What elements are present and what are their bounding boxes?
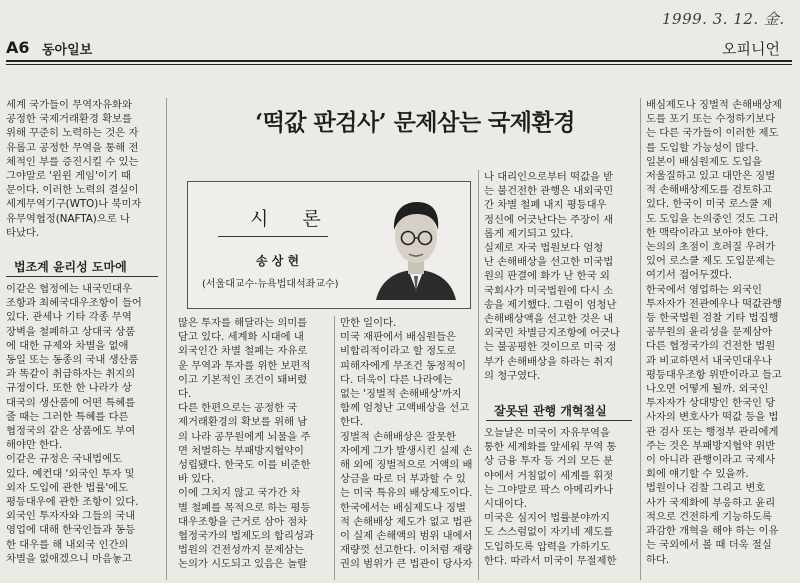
author-affiliation: (서울대교수·뉴욕법대석좌교수): [202, 279, 339, 290]
subhead-1: 법조계 윤리성 도마에: [14, 260, 127, 274]
author-name: 송 상 현: [256, 254, 300, 268]
column-2-body: 많은 투자를 해달라는 의미를 담고 있다. 세계화 시대에 내 외국인간 차별 철폐는 자유로 운 무역과 투자를 위한 보편적 이고 기본적인 조건이 돼버렸 다. 다른 한편으로는 공정한 국 제거래환경의 확보를 위해 남 의 나라 공무원에게 뇌물을 주 면 처벌하는 부패방지협약이 성립됐다. 한국도 이를 비준한 바 있다. 이에 그치지 않고 국가간 차 별 철폐를 목적으로 하는 평등 대우조항을 근거로 삼아 점차 협정국가의 법제도의 합리성과 법원의 건전성까지 문제삼는 논의가 시도되고 있음은 놀랄: [178, 317, 314, 571]
handwritten-date: 1999. 3. 12. 金.: [662, 10, 785, 28]
column-separator: [166, 98, 167, 580]
subhead-2-rule: [486, 420, 632, 421]
masthead: [6, 38, 792, 60]
column-separator: [640, 98, 641, 580]
subhead-1-rule: [6, 276, 158, 277]
column-separator: [334, 316, 335, 580]
column-label: 시 론: [250, 208, 335, 230]
column-4-body: 나 대리인으로부터 떡값을 받 는 불건전한 관행은 내외국민 간 차별 철폐 내지 평등대우 정신에 어긋난다는 주장이 새 롭게 제기되고 있다. 실제로 자국 법원보다 엄청 난 손해배상을 선고한 미국법 원의 판결에 화가 난 한국 외 국회사가 미국법원에 다시 소 송을 제기했다. 그럼이 엄청난 손해배상액을 선고한 것은 내 외국민 차별금지조항에 어긋나 는 불공평한 것이므로 미국 정 부가 손해배상을 하라는 취지 의 청구였다.: [484, 171, 620, 382]
column-1-body: 이같은 협정에는 내국민대우 조항과 최혜국대우조항이 들어 있다. 관세나 기타 각종 무역 장벽을 철폐하고 상대국 상품 에 대한 규제와 차별을 없애 동일 또는 동종의 국내 생산품 과 똑같이 취급하자는 취지의 규정이다. 또한 한 나라가 상 대국의 생산품에 어떤 특혜를 줄 때는 그러한 특혜를 다른 협정국의 같은 상품에도 부여 해야만 한다. 이같은 규정은 국내법에도 있다. 예컨대 '외국인 투자 및 외자 도입에 관한 법률'에도 평등대우에 관한 조항이 있다. 외국인 투자자와 그들의 국내 영업에 대해 한국인들과 동등 한 대우를 해 내외국 인간의 차별을 없애겠으니 마음놓고: [6, 283, 142, 565]
subhead-2: 잘못된 관행 개혁절실: [494, 404, 607, 418]
headline: ‘떡값 판검사’ 문제삼는 국제환경: [255, 109, 575, 136]
column-separator: [478, 170, 479, 580]
author-photo: [371, 190, 461, 300]
masthead-rule: [6, 60, 792, 62]
column-4-body-continued: 오늘날은 미국이 자유무역을 통한 세계화를 앞세워 무역 통 상 금융 투자 등 거의 모든 분 야에서 거침없이 세계를 휘젓 는 그야말로 팍스 아메리카나 시대이다. 미국은 심지어 법률분야까지 도 스스럼없이 자기네 제도를 도입하도록 압력을 가하기도 한다. 따라서 미국이 무절제한: [484, 427, 617, 567]
column-info-box: [187, 181, 471, 309]
column-label-rule: [218, 236, 328, 237]
section-name: 오피니언: [722, 40, 780, 58]
newspaper-name: 동아일보: [42, 43, 93, 58]
masthead-rule-thin: [6, 64, 792, 65]
column-5-body: 배심제도나 징벌적 손해배상제 도를 포기 또는 수정하기보다 는 다른 국가들이 이러한 제도 를 도입할 가능성이 많다. 일본이 배심원제도 도입을 저울질하고 있고 대만은 징벌 적 손해배상제도를 검토하고 있다. 한국이 미국 로스쿨 제 도 도입을 논의중인 것도 그러 한 맥락이라고 보아야 한다. 논의의 초점이 흐려질 우려가 있어 로스쿨 제도 도입문제는 여기서 접어두겠다. 한국에서 영업하는 외국인 투자자가 전관예우나 떡값관행 등 한국법원 검찰 기타 법집행 공무원의 윤리성을 문제삼아 다른 협정국가의 건전한 법원 과 비교하면서 내국민대우나 평등대우조항 위반이라고 들고 나오면 어떻게 될까. 외국인 투자자가 상대방인 한국인 당 사자의 변호사가 떡값 등을 법 관 검사 또는 행정부 관리에게 주는 것은 부패방지협약 위반 이 아니라 관행이라고 국제사 회에 얘기할 수 있을까. 법원이나 검찰 그리고 변호 사가 국제화에 부응하고 윤리 적으로 건전하게 기능하도록 과감한 개혁을 해야 하는 이유 는 국외에서 볼 때 더욱 절실 하다.: [646, 99, 782, 566]
column-3-body: 만한 일이다. 미국 재판에서 배심원들은 비합리적이라고 할 정도로 피해자에게 무조건 동정적이 다. 더욱이 다른 나라에는 없는 '징벌적 손해배상'까지 함께 엄청난 고액배상을 선고 한다. 징벌적 손해배상은 잘못한 자에게 그가 발생시킨 실제 손 해 외에 징벌적으로 거액의 배 상금을 따로 더 부과할 수 있 는 미국 특유의 배상제도이다. 한국에서는 배심제도나 징벌 적 손해배상 제도가 없고 법관 이 실제 손해액의 범위 내에서 재량껏 선고한다. 이처럼 재량 권의 범위가 큰 법관이 당사자: [340, 317, 473, 571]
section-number: A6: [6, 38, 30, 57]
column-1-intro: 세계 국가들이 무역자유화와 공정한 국제거래환경 확보를 위해 꾸준히 노력하는 것은 자 유롭고 공정한 무역을 통해 전 체적인 부를 증진시킬 수 있는 그야말로 '윈윈 게임'이기 때 문이다. 이러한 노력의 결실이 세계무역기구(WTO)나 북미자 유무역협정(NAFTA)으로 나 타났다.: [6, 99, 142, 239]
